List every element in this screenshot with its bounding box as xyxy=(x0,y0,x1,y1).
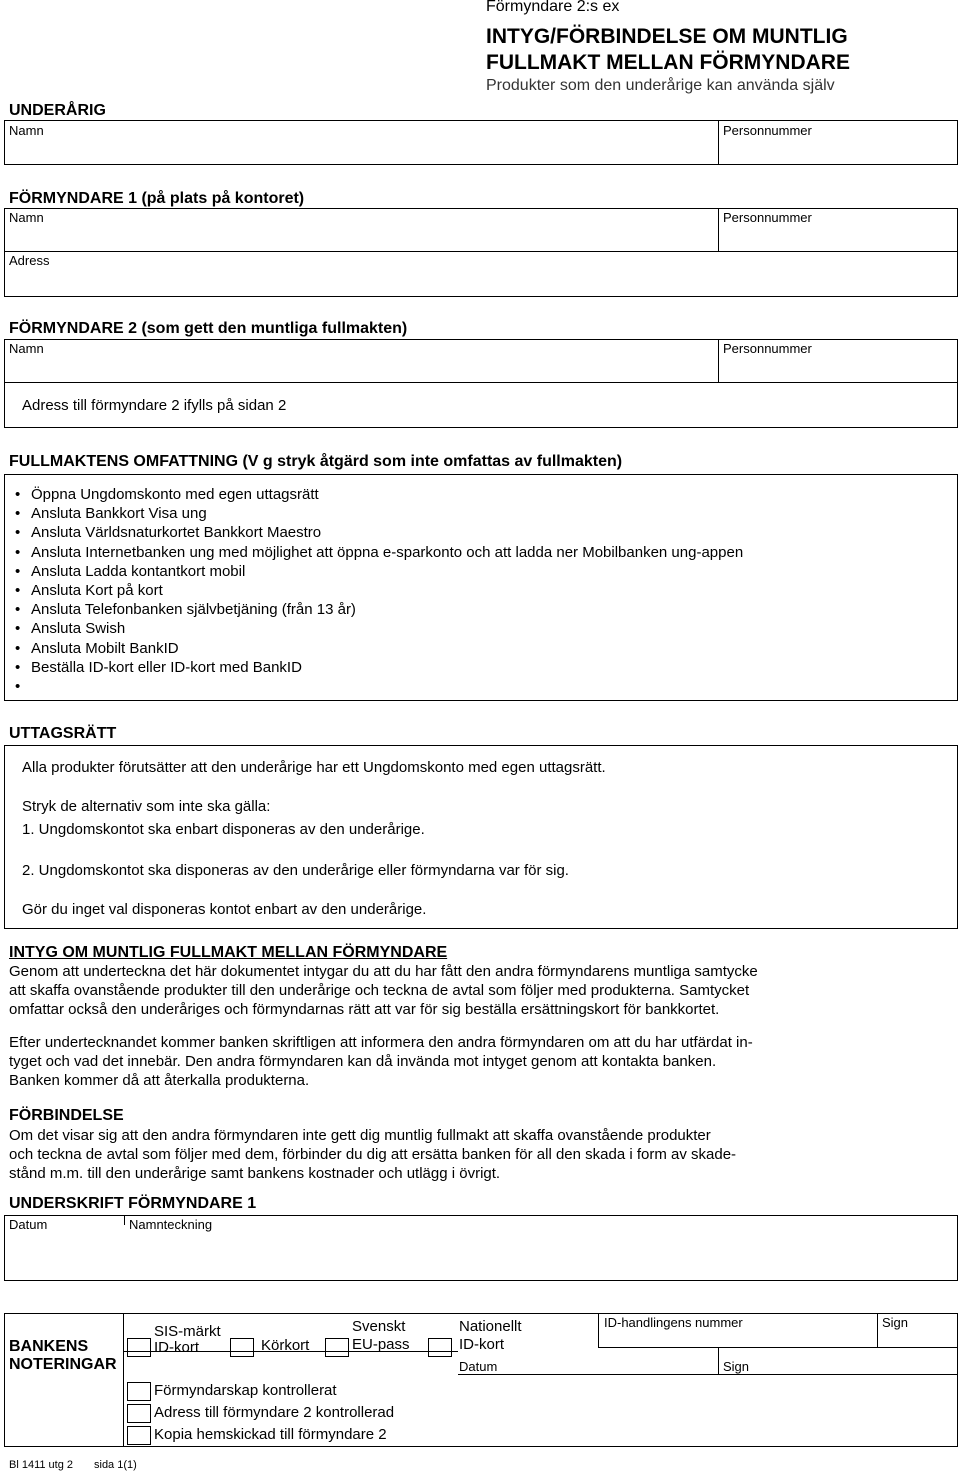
guardian2-pnr-field[interactable]: Personnummer xyxy=(723,341,812,356)
bank-date-field[interactable]: Datum xyxy=(459,1359,498,1374)
certificate-paragraph2 xyxy=(9,1033,753,1091)
guardian1-box xyxy=(4,208,958,297)
guardian2-heading: FÖRMYNDARE 2 (som gett den muntliga fullmakten) xyxy=(9,320,408,337)
minor-name-field[interactable]: Namn xyxy=(9,123,44,138)
text-line: omfattar också den underåriges och förmyndarnas rätt att var för sig beställa ersättningskort för bankkortet. xyxy=(9,1001,720,1019)
guardian2-address-note: Adress till förmyndare 2 ifylls på sidan 2 xyxy=(22,397,287,414)
withdrawal-line1: Alla produkter förutsätter att den underårige har ett Ungdomskonto med egen uttagsrätt. xyxy=(22,759,606,776)
address-checked-label: Adress till förmyndare 2 kontrollerad xyxy=(154,1404,395,1421)
guardian2-name-field[interactable]: Namn xyxy=(9,341,44,356)
guardian1-pnr-field[interactable]: Personnummer xyxy=(723,210,812,225)
scope-item[interactable]: • Ansluta Världsnaturkortet Bankkort Maestro xyxy=(3,523,743,542)
guardian1-name-field[interactable]: Namn xyxy=(9,210,44,225)
footer-form-code: Bl 1411 utg 2 xyxy=(9,1459,74,1471)
sis-id-checkbox[interactable] xyxy=(127,1338,151,1357)
scope-item[interactable]: • Ansluta Bankkort Visa ung xyxy=(3,504,743,523)
bank-sign-field-2[interactable]: Sign xyxy=(723,1359,750,1374)
text-line: Om det visar sig att den andra förmyndaren inte gett dig muntlig fullmakt att skaffa ovanstående produkter xyxy=(9,1127,711,1144)
minor-heading: UNDERÅRIG xyxy=(9,102,106,119)
text-line: stånd m.m. till den underårige samt bankens kostnader och utlägg i övrigt. xyxy=(9,1165,501,1183)
national-id-label-line1: Nationellt xyxy=(459,1318,522,1335)
footer-page-number: sida 1(1) xyxy=(94,1459,137,1471)
text-line: tyget och vad det innebär. Den andra förmyndaren kan då invända mot intyget genom att kontakta banken. xyxy=(9,1053,717,1071)
form-title-line1: INTYG/FÖRBINDELSE OM MUNTLIG xyxy=(486,25,848,48)
text-line: Banken kommer då att återkalla produkterna. xyxy=(9,1072,310,1090)
scope-item[interactable]: • Ansluta Kort på kort xyxy=(3,581,743,600)
sis-id-label-line1: SIS-märkt xyxy=(154,1323,221,1340)
national-id-label-line2: ID-kort xyxy=(459,1336,504,1353)
scope-heading: FULLMAKTENS OMFATTNING (V g stryk åtgärd som inte omfattas av fullmakten) xyxy=(9,453,623,470)
eu-pass-checkbox[interactable] xyxy=(325,1338,349,1357)
minor-pnr-field[interactable]: Personnummer xyxy=(723,123,812,138)
scope-item[interactable]: • Öppna Ungdomskonto med egen uttagsrätt xyxy=(3,485,743,504)
guardianship-checked-checkbox[interactable] xyxy=(127,1382,151,1401)
scope-item[interactable] xyxy=(3,677,743,696)
id-number-field[interactable]: ID-handlingens nummer xyxy=(604,1315,743,1330)
certificate-paragraph1 xyxy=(9,962,758,1020)
bank-notes-heading-line2: NOTERINGAR xyxy=(9,1356,117,1373)
signature-heading: UNDERSKRIFT FÖRMYNDARE 1 xyxy=(9,1195,257,1212)
text-line: Efter undertecknandet kommer banken skriftligen att informera den andra förmyndaren om att du har utfärdat in- xyxy=(9,1034,753,1051)
scope-item[interactable]: • Ansluta Internetbanken ung med möjlighet att öppna e-sparkonto och att ladda ner Mobilbanken ung-appen xyxy=(3,543,743,562)
scope-list xyxy=(3,485,743,696)
scope-box xyxy=(4,474,958,701)
copy-sent-checkbox[interactable] xyxy=(127,1426,151,1445)
address-checked-checkbox[interactable] xyxy=(127,1404,151,1423)
withdrawal-heading: UTTAGSRÄTT xyxy=(9,725,117,742)
national-id-checkbox[interactable] xyxy=(428,1338,452,1357)
text-line: Genom att underteckna det här dokumentet intygar du att du har fått den andra förmyndarens muntliga samtycke xyxy=(9,963,758,980)
withdrawal-option1[interactable]: 1. Ungdomskontot ska enbart disponeras av den underårige. xyxy=(22,821,425,838)
guardianship-checked-label: Förmyndarskap kontrollerat xyxy=(154,1382,337,1399)
scope-item[interactable]: • Beställa ID-kort eller ID-kort med BankID xyxy=(3,658,743,677)
signature-name-field[interactable]: Namnteckning xyxy=(129,1217,213,1232)
signature-date-field[interactable]: Datum xyxy=(9,1217,48,1232)
copy-sent-label: Kopia hemskickad till förmyndare 2 xyxy=(154,1426,387,1443)
form-title-line2: FULLMAKT MELLAN FÖRMYNDARE xyxy=(486,51,850,74)
bank-sign-field-1[interactable]: Sign xyxy=(882,1315,909,1330)
sis-id-label-line2: ID-kort xyxy=(154,1339,199,1356)
form-variant: Förmyndare 2:s ex xyxy=(486,0,620,15)
guardian2-box xyxy=(4,339,958,428)
text-line: och teckna de avtal som följer med dem, förbinder du dig att ersätta banken för all den skada i form av skade- xyxy=(9,1146,737,1164)
bank-notes-heading-line1: BANKENS xyxy=(9,1338,89,1355)
form-subtitle: Produkter som den underårige kan använda själv xyxy=(486,77,835,94)
scope-item[interactable]: • Ansluta Ladda kontantkort mobil xyxy=(3,562,743,581)
eu-pass-label-line2: EU-pass xyxy=(352,1336,410,1353)
guardian1-heading: FÖRMYNDARE 1 (på plats på kontoret) xyxy=(9,190,305,207)
scope-item[interactable]: • Ansluta Swish xyxy=(3,619,743,638)
commitment-heading: FÖRBINDELSE xyxy=(9,1107,124,1124)
guardian1-address-field[interactable]: Adress xyxy=(9,253,50,268)
scope-item[interactable]: • Ansluta Telefonbanken självbetjäning (från 13 år) xyxy=(3,600,743,619)
withdrawal-line2: Stryk de alternativ som inte ska gälla: xyxy=(22,798,271,815)
scope-item[interactable]: • Ansluta Mobilt BankID xyxy=(3,639,743,658)
minor-box xyxy=(4,120,958,165)
withdrawal-option2[interactable]: 2. Ungdomskontot ska disponeras av den underårige eller förmyndarna var för sig. xyxy=(22,862,569,879)
commitment-text xyxy=(9,1126,736,1184)
text-line: att skaffa ovanstående produkter till den underårige och teckna de avtal som följer med produkterna. Samtycket xyxy=(9,982,750,1000)
korkort-label: Körkort xyxy=(261,1337,310,1354)
certificate-heading: INTYG OM MUNTLIG FULLMAKT MELLAN FÖRMYNDARE xyxy=(9,944,448,961)
korkort-checkbox[interactable] xyxy=(230,1338,254,1357)
withdrawal-line5: Gör du inget val disponeras kontot enbart av den underårige. xyxy=(22,901,427,918)
eu-pass-label-line1: Svenskt xyxy=(352,1318,406,1335)
